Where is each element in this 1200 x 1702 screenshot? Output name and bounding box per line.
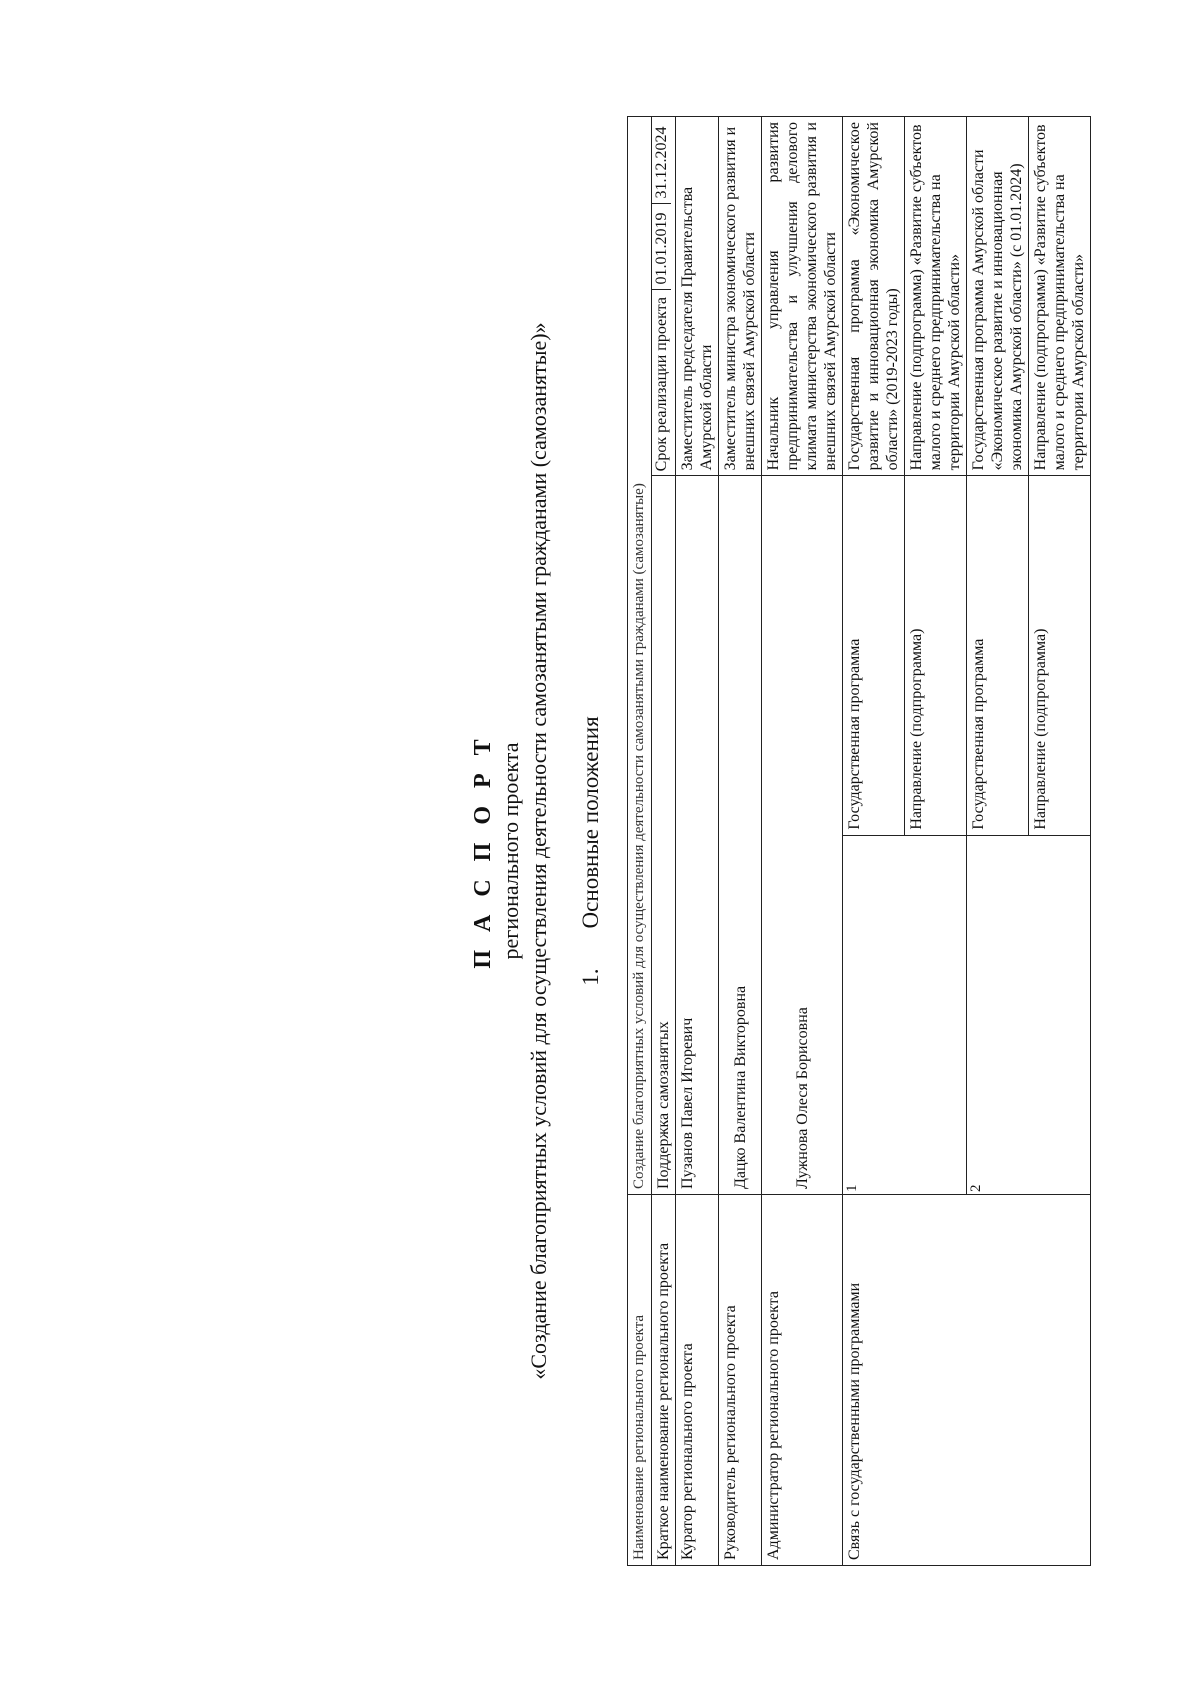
- document-title: П А С П О Р Т: [470, 733, 496, 969]
- row-value: Поддержка самозанятых: [652, 476, 676, 1195]
- period-end: 31.12.2024: [652, 117, 671, 203]
- program-label: Государственная программа: [967, 476, 1029, 835]
- person-position: Начальник управления развития предпринимательства и улучшения делового климата министерства экономического развития и внешних связей Амурской области: [762, 117, 843, 476]
- direction-label: Направление (подпрограмма): [1029, 476, 1091, 835]
- table-row: [676, 117, 719, 1566]
- row-label: Наименование регионального проекта: [628, 1195, 652, 1566]
- row-value: Создание благоприятных условий для осуществления деятельности самозанятыми гражданами (самозанятые): [628, 117, 652, 1195]
- person-name: Лужнова Олеся Борисовна: [762, 476, 843, 1195]
- direction-value: Направление (подпрограмма) «Развитие субъектов малого и среднего предпринимательства на территории Амурской области»: [1029, 117, 1091, 476]
- program-label: Государственная программа: [843, 476, 905, 835]
- table-row: [762, 117, 843, 1566]
- person-position: Заместитель председателя Правительства Амурской области: [676, 117, 719, 476]
- period-cell: [652, 117, 676, 476]
- row-label: Руководитель регионального проекта: [719, 1195, 762, 1566]
- section-number: 1.: [578, 968, 603, 986]
- program-value: Государственная программа «Экономическое развитие и инновационная экономика Амурской области» (2019-2023 годы): [843, 117, 905, 476]
- section-heading: [578, 111, 604, 1591]
- period-label: Срок реализации проекта: [653, 296, 670, 472]
- person-name: Дацко Валентина Викторовна: [719, 476, 762, 1195]
- table-row: [652, 117, 676, 1566]
- passport-table: [627, 116, 1091, 1566]
- program-value: Государственная программа Амурской области «Экономическое развитие и инновационная экономика Амурской области» (с 01.01.2024): [967, 117, 1029, 476]
- project-name: «Создание благоприятных условий для осуществления деятельности самозанятыми гражданами (самозанятые)»: [526, 322, 551, 1380]
- rotated-sheet: [470, 111, 1087, 1591]
- row-label: Администратор регионального проекта: [762, 1195, 843, 1566]
- row-label: Краткое наименование регионального проекта: [652, 1195, 676, 1566]
- row-label: Связь с государственными программами: [843, 1195, 1091, 1566]
- direction-label: Направление (подпрограмма): [905, 476, 967, 835]
- row-label: Куратор регионального проекта: [676, 1195, 719, 1566]
- program-number: 2: [967, 835, 1091, 1194]
- person-position: Заместитель министра экономического развития и внешних связей Амурской области: [719, 117, 762, 476]
- period-table: [652, 117, 671, 475]
- period-start: 01.01.2019: [652, 203, 671, 289]
- person-name: Пузанов Павел Игоревич: [676, 476, 719, 1195]
- table-row: [628, 117, 652, 1566]
- program-number: 1: [843, 835, 967, 1194]
- direction-value: Направление (подпрограмма) «Развитие субъектов малого и среднего предпринимательства на территории Амурской области»: [905, 117, 967, 476]
- section-title: Основные положения: [578, 716, 603, 929]
- table-row: [843, 117, 905, 1566]
- document-subtitle: регионального проекта: [498, 742, 523, 960]
- table-row: [719, 117, 762, 1566]
